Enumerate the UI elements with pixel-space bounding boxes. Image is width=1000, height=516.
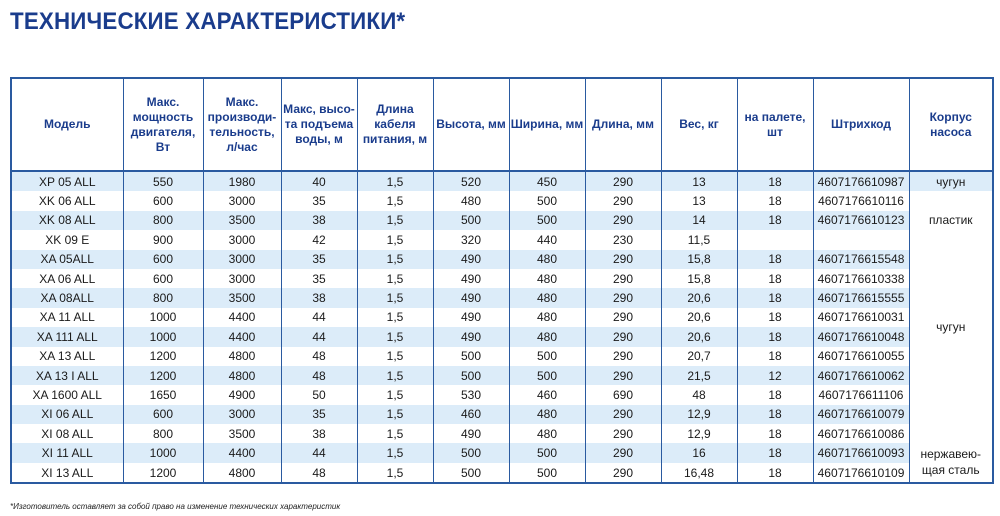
cell-power: 900 [123, 230, 203, 249]
cell-power: 1650 [123, 385, 203, 404]
cell-cable: 1,5 [357, 443, 433, 462]
table-row [11, 385, 993, 404]
cell-width: 450 [509, 171, 585, 191]
cell-model: XI 13 ALL [11, 463, 123, 483]
cell-width: 500 [509, 191, 585, 210]
cell-housing: чугун [909, 171, 993, 191]
cell-length: 690 [585, 385, 661, 404]
cell-height: 490 [433, 288, 509, 307]
cell-barcode: 4607176610086 [813, 424, 909, 443]
cell-pallet: 18 [737, 211, 813, 230]
cell-cable: 1,5 [357, 269, 433, 288]
cell-length: 290 [585, 288, 661, 307]
table-row [11, 463, 993, 483]
cell-pallet: 18 [737, 463, 813, 483]
cell-power: 1000 [123, 327, 203, 346]
cell-power: 600 [123, 191, 203, 210]
table-row [11, 308, 993, 327]
cell-pallet [737, 230, 813, 249]
cell-barcode: 4607176615555 [813, 288, 909, 307]
cell-lift: 35 [281, 250, 357, 269]
cell-model: XA 05ALL [11, 250, 123, 269]
cell-pallet: 18 [737, 385, 813, 404]
cell-power: 600 [123, 269, 203, 288]
cell-cable: 1,5 [357, 250, 433, 269]
cell-lift: 35 [281, 191, 357, 210]
cell-barcode: 4607176610079 [813, 405, 909, 424]
cell-cable: 1,5 [357, 211, 433, 230]
header-length: Длина, мм [585, 78, 661, 171]
cell-model: XA 1600 ALL [11, 385, 123, 404]
cell-model: XK 09 E [11, 230, 123, 249]
cell-width: 500 [509, 366, 585, 385]
cell-cable: 1,5 [357, 385, 433, 404]
cell-barcode: 4607176610109 [813, 463, 909, 483]
header-power: Макс. мощность двигателя, Вт [123, 78, 203, 171]
cell-length: 290 [585, 191, 661, 210]
cell-weight: 21,5 [661, 366, 737, 385]
cell-housing: пластик [909, 191, 993, 249]
cell-length: 290 [585, 171, 661, 191]
cell-lift: 44 [281, 443, 357, 462]
cell-model: XA 13 I ALL [11, 366, 123, 385]
cell-model: XP 05 ALL [11, 171, 123, 191]
cell-weight: 20,6 [661, 327, 737, 346]
cell-model: XA 13 ALL [11, 347, 123, 366]
cell-width: 440 [509, 230, 585, 249]
cell-capacity: 3000 [203, 230, 281, 249]
cell-power: 1200 [123, 366, 203, 385]
cell-lift: 48 [281, 366, 357, 385]
cell-model: XI 06 ALL [11, 405, 123, 424]
cell-barcode: 4607176610031 [813, 308, 909, 327]
cell-lift: 50 [281, 385, 357, 404]
cell-height: 500 [433, 347, 509, 366]
cell-height: 500 [433, 463, 509, 483]
cell-barcode: 4607176610116 [813, 191, 909, 210]
cell-pallet: 18 [737, 347, 813, 366]
cell-model: XA 111 ALL [11, 327, 123, 346]
cell-barcode: 4607176610055 [813, 347, 909, 366]
cell-weight: 11,5 [661, 230, 737, 249]
cell-height: 490 [433, 327, 509, 346]
cell-barcode: 4607176610062 [813, 366, 909, 385]
cell-cable: 1,5 [357, 230, 433, 249]
header-row [11, 78, 993, 171]
cell-cable: 1,5 [357, 463, 433, 483]
cell-weight: 15,8 [661, 269, 737, 288]
cell-pallet: 18 [737, 288, 813, 307]
cell-length: 230 [585, 230, 661, 249]
cell-length: 290 [585, 269, 661, 288]
cell-housing: чугун [909, 250, 993, 405]
cell-lift: 35 [281, 269, 357, 288]
header-pallet: на палете, шт [737, 78, 813, 171]
header-housing: Корпус насоса [909, 78, 993, 171]
cell-cable: 1,5 [357, 366, 433, 385]
table-row [11, 250, 993, 269]
cell-width: 460 [509, 385, 585, 404]
cell-width: 480 [509, 250, 585, 269]
cell-width: 480 [509, 405, 585, 424]
cell-weight: 13 [661, 191, 737, 210]
table-row [11, 347, 993, 366]
cell-housing: нержавею-щая сталь [909, 405, 993, 484]
cell-height: 480 [433, 191, 509, 210]
cell-length: 290 [585, 443, 661, 462]
cell-model: XA 08ALL [11, 288, 123, 307]
cell-pallet: 18 [737, 171, 813, 191]
cell-weight: 12,9 [661, 424, 737, 443]
cell-width: 480 [509, 424, 585, 443]
cell-lift: 42 [281, 230, 357, 249]
cell-capacity: 3000 [203, 191, 281, 210]
cell-height: 490 [433, 424, 509, 443]
cell-power: 1200 [123, 463, 203, 483]
header-weight: Вес, кг [661, 78, 737, 171]
cell-model: XI 11 ALL [11, 443, 123, 462]
cell-weight: 20,7 [661, 347, 737, 366]
cell-lift: 38 [281, 424, 357, 443]
cell-weight: 48 [661, 385, 737, 404]
cell-model: XK 06 ALL [11, 191, 123, 210]
cell-pallet: 18 [737, 250, 813, 269]
header-lift: Макс, высо- та подъема воды, м [281, 78, 357, 171]
cell-barcode: 4607176610123 [813, 211, 909, 230]
table-row [11, 191, 993, 210]
cell-cable: 1,5 [357, 424, 433, 443]
cell-length: 290 [585, 211, 661, 230]
cell-width: 500 [509, 211, 585, 230]
cell-pallet: 18 [737, 443, 813, 462]
cell-pallet: 18 [737, 269, 813, 288]
cell-height: 500 [433, 211, 509, 230]
header-capacity: Макс. производи- тельность, л/час [203, 78, 281, 171]
cell-power: 600 [123, 250, 203, 269]
cell-cable: 1,5 [357, 171, 433, 191]
cell-cable: 1,5 [357, 405, 433, 424]
header-model: Модель [11, 78, 123, 171]
cell-capacity: 3000 [203, 269, 281, 288]
cell-height: 490 [433, 269, 509, 288]
cell-capacity: 1980 [203, 171, 281, 191]
cell-capacity: 3500 [203, 211, 281, 230]
cell-capacity: 4800 [203, 366, 281, 385]
cell-model: XA 11 ALL [11, 308, 123, 327]
cell-power: 1000 [123, 443, 203, 462]
cell-length: 290 [585, 250, 661, 269]
cell-capacity: 4800 [203, 347, 281, 366]
cell-width: 500 [509, 463, 585, 483]
cell-model: XI 08 ALL [11, 424, 123, 443]
table-row [11, 269, 993, 288]
cell-power: 800 [123, 211, 203, 230]
table-row [11, 424, 993, 443]
cell-lift: 48 [281, 347, 357, 366]
cell-width: 500 [509, 347, 585, 366]
cell-weight: 14 [661, 211, 737, 230]
table-row [11, 327, 993, 346]
cell-width: 480 [509, 327, 585, 346]
table-row [11, 211, 993, 230]
header-height: Высота, мм [433, 78, 509, 171]
cell-cable: 1,5 [357, 327, 433, 346]
cell-weight: 16,48 [661, 463, 737, 483]
cell-cable: 1,5 [357, 308, 433, 327]
cell-capacity: 3500 [203, 424, 281, 443]
cell-capacity: 3000 [203, 250, 281, 269]
cell-barcode: 4607176610987 [813, 171, 909, 191]
table-row [11, 230, 993, 249]
header-barcode: Штрихкод [813, 78, 909, 171]
spec-table [10, 77, 994, 484]
cell-power: 1200 [123, 347, 203, 366]
cell-cable: 1,5 [357, 191, 433, 210]
cell-power: 600 [123, 405, 203, 424]
cell-capacity: 4800 [203, 463, 281, 483]
cell-height: 530 [433, 385, 509, 404]
cell-width: 480 [509, 308, 585, 327]
table-body [11, 171, 993, 483]
cell-barcode: 4607176610093 [813, 443, 909, 462]
cell-height: 460 [433, 405, 509, 424]
cell-width: 500 [509, 443, 585, 462]
cell-length: 290 [585, 347, 661, 366]
table-row [11, 171, 993, 191]
cell-capacity: 4400 [203, 443, 281, 462]
cell-capacity: 3000 [203, 405, 281, 424]
cell-weight: 16 [661, 443, 737, 462]
cell-power: 800 [123, 424, 203, 443]
header-width: Ширина, мм [509, 78, 585, 171]
cell-lift: 44 [281, 327, 357, 346]
page-title: ТЕХНИЧЕСКИЕ ХАРАКТЕРИСТИКИ* [10, 8, 406, 35]
cell-weight: 13 [661, 171, 737, 191]
cell-width: 480 [509, 269, 585, 288]
cell-height: 500 [433, 366, 509, 385]
header-cable: Длина кабеля питания, м [357, 78, 433, 171]
cell-lift: 40 [281, 171, 357, 191]
cell-pallet: 18 [737, 327, 813, 346]
cell-height: 320 [433, 230, 509, 249]
cell-lift: 44 [281, 308, 357, 327]
cell-height: 490 [433, 250, 509, 269]
cell-barcode: 4607176610338 [813, 269, 909, 288]
cell-capacity: 4400 [203, 308, 281, 327]
cell-pallet: 18 [737, 405, 813, 424]
table-row [11, 288, 993, 307]
cell-width: 480 [509, 288, 585, 307]
cell-lift: 35 [281, 405, 357, 424]
cell-capacity: 4900 [203, 385, 281, 404]
cell-weight: 20,6 [661, 308, 737, 327]
cell-cable: 1,5 [357, 288, 433, 307]
cell-model: XA 06 ALL [11, 269, 123, 288]
cell-barcode: 4607176615548 [813, 250, 909, 269]
cell-length: 290 [585, 424, 661, 443]
cell-lift: 38 [281, 288, 357, 307]
cell-barcode [813, 230, 909, 249]
table-row [11, 405, 993, 424]
cell-model: XK 08 ALL [11, 211, 123, 230]
cell-pallet: 18 [737, 308, 813, 327]
footnote: *Изготовитель оставляет за собой право на изменение технических характеристик [10, 502, 341, 511]
cell-weight: 20,6 [661, 288, 737, 307]
cell-weight: 12,9 [661, 405, 737, 424]
table-row [11, 366, 993, 385]
cell-cable: 1,5 [357, 347, 433, 366]
cell-height: 500 [433, 443, 509, 462]
cell-capacity: 4400 [203, 327, 281, 346]
cell-barcode: 4607176610048 [813, 327, 909, 346]
cell-pallet: 18 [737, 424, 813, 443]
cell-length: 290 [585, 463, 661, 483]
cell-length: 290 [585, 366, 661, 385]
cell-length: 290 [585, 308, 661, 327]
table-row [11, 443, 993, 462]
cell-power: 550 [123, 171, 203, 191]
cell-weight: 15,8 [661, 250, 737, 269]
cell-height: 520 [433, 171, 509, 191]
cell-power: 1000 [123, 308, 203, 327]
cell-length: 290 [585, 405, 661, 424]
cell-barcode: 4607176611106 [813, 385, 909, 404]
cell-capacity: 3500 [203, 288, 281, 307]
cell-pallet: 12 [737, 366, 813, 385]
cell-height: 490 [433, 308, 509, 327]
cell-pallet: 18 [737, 191, 813, 210]
cell-lift: 38 [281, 211, 357, 230]
cell-power: 800 [123, 288, 203, 307]
cell-lift: 48 [281, 463, 357, 483]
cell-length: 290 [585, 327, 661, 346]
